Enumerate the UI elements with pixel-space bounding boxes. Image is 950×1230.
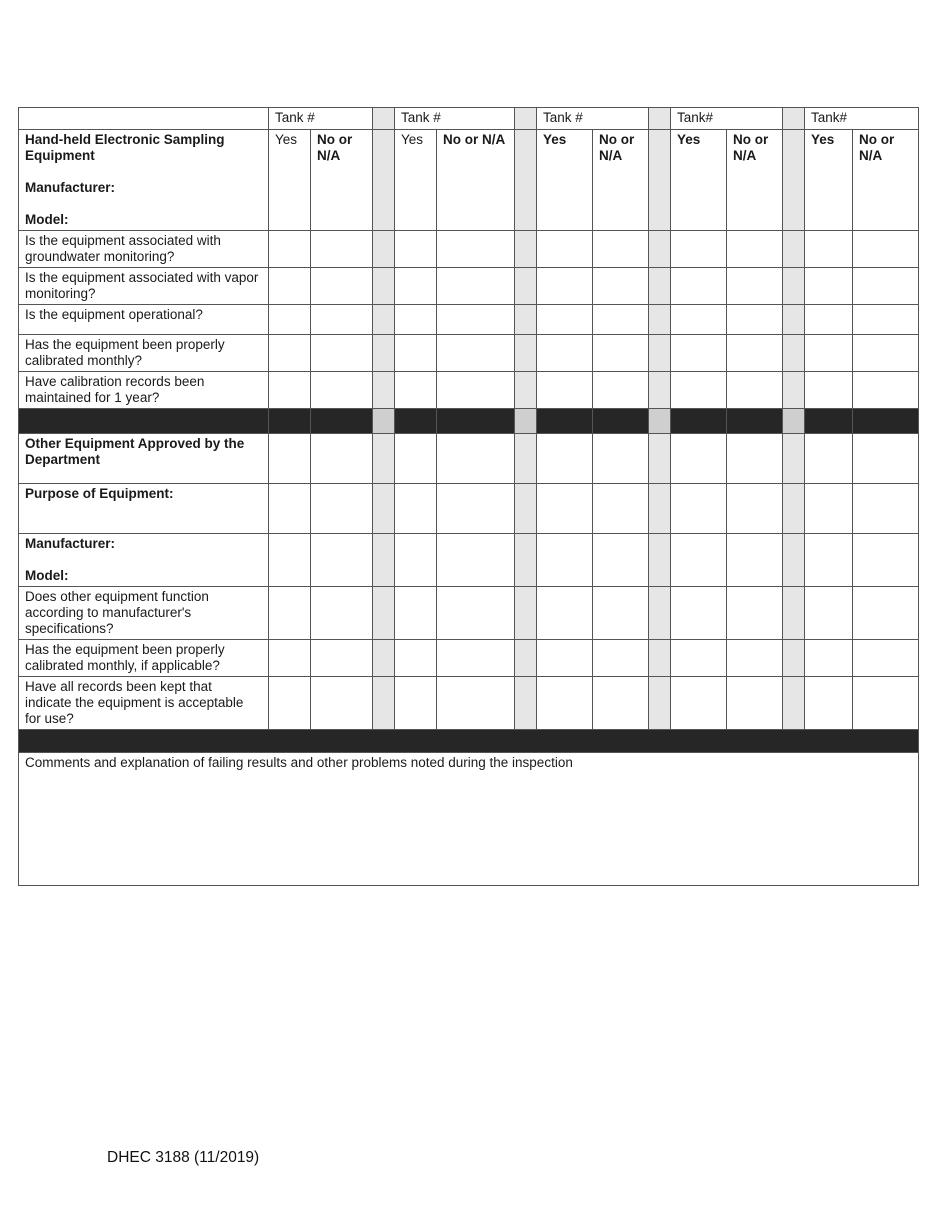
tank-4-no-cell[interactable] — [727, 434, 783, 484]
tank-3-no-cell[interactable] — [593, 372, 649, 409]
tank-2-no-cell[interactable] — [437, 434, 515, 484]
section1-question-row — [19, 231, 919, 268]
tank-4-no-cell — [727, 409, 783, 434]
tank-1-yes-cell[interactable] — [269, 534, 311, 587]
tank-1-no-cell[interactable] — [311, 484, 373, 534]
column-separator — [515, 268, 537, 305]
tank-1-yes-cell[interactable] — [269, 677, 311, 730]
question-text: Has the equipment been properly calibrated monthly? — [19, 335, 269, 372]
no-column-header: No or N/A — [593, 130, 649, 231]
tank-5-yes-cell[interactable] — [805, 677, 853, 730]
section2-purpose-row — [19, 484, 919, 534]
inspection-form-table — [18, 107, 919, 886]
tank-4-yes-cell — [671, 409, 727, 434]
tank-4-yes-cell[interactable] — [671, 268, 727, 305]
tank-5-no-cell[interactable] — [853, 677, 919, 730]
tank-5-no-cell[interactable] — [853, 335, 919, 372]
tank-5-yes-cell[interactable] — [805, 587, 853, 640]
column-separator — [373, 305, 395, 335]
tank-5-yes-cell[interactable] — [805, 268, 853, 305]
tank-4-no-cell[interactable] — [727, 231, 783, 268]
tank-number-header: Tank# — [671, 108, 783, 130]
yes-column-header: Yes — [537, 130, 593, 231]
section1-question-row — [19, 335, 919, 372]
tank-5-no-cell[interactable] — [853, 268, 919, 305]
tank-number-header: Tank # — [269, 108, 373, 130]
tank-2-no-cell[interactable] — [437, 335, 515, 372]
tank-1-no-cell[interactable] — [311, 335, 373, 372]
tank-3-yes-cell[interactable] — [537, 434, 593, 484]
no-column-header: No or N/A — [727, 130, 783, 231]
tank-1-no-cell[interactable] — [311, 231, 373, 268]
section1-title: Hand-held Electronic Sampling Equipment — [25, 132, 225, 163]
tank-1-yes-cell[interactable] — [269, 484, 311, 534]
column-separator — [515, 130, 537, 231]
tank-4-yes-cell[interactable] — [671, 534, 727, 587]
column-separator — [515, 108, 537, 130]
section1-question-row — [19, 372, 919, 409]
tank-5-no-cell[interactable] — [853, 484, 919, 534]
column-separator — [515, 677, 537, 730]
form-number: DHEC 3188 (11/2019) — [107, 1149, 260, 1166]
column-separator — [649, 108, 671, 130]
section2-question-row — [19, 677, 919, 730]
tank-5-no-cell[interactable] — [853, 640, 919, 677]
column-separator — [515, 640, 537, 677]
question-text: Other Equipment Approved by the Department — [19, 434, 269, 484]
tank-5-yes-cell — [805, 409, 853, 434]
tank-5-yes-cell[interactable] — [805, 335, 853, 372]
tank-2-no-cell[interactable] — [437, 484, 515, 534]
column-separator — [649, 409, 671, 434]
dark-divider-row — [19, 409, 919, 434]
column-separator — [649, 677, 671, 730]
tank-1-no-cell — [311, 409, 373, 434]
tank-4-yes-cell[interactable] — [671, 231, 727, 268]
tank-3-no-cell[interactable] — [593, 484, 649, 534]
column-separator — [373, 434, 395, 484]
column-separator — [373, 335, 395, 372]
tank-5-no-cell[interactable] — [853, 587, 919, 640]
tank-4-yes-cell[interactable] — [671, 434, 727, 484]
tank-2-yes-cell[interactable] — [395, 268, 437, 305]
tank-3-yes-cell[interactable] — [537, 231, 593, 268]
tank-2-yes-cell[interactable] — [395, 305, 437, 335]
tank-3-no-cell[interactable] — [593, 305, 649, 335]
tank-2-yes-cell[interactable] — [395, 372, 437, 409]
tank-3-no-cell[interactable] — [593, 231, 649, 268]
column-separator — [783, 305, 805, 335]
section1-title-cell — [19, 130, 269, 231]
tank-2-yes-cell[interactable] — [395, 484, 437, 534]
section2-question-row — [19, 587, 919, 640]
section2-title-row — [19, 434, 919, 484]
tank-4-no-cell[interactable] — [727, 587, 783, 640]
tank-4-yes-cell[interactable] — [671, 335, 727, 372]
tank-1-no-cell[interactable] — [311, 587, 373, 640]
column-separator — [649, 484, 671, 534]
tank-1-no-cell[interactable] — [311, 372, 373, 409]
tank-3-no-cell[interactable] — [593, 587, 649, 640]
tank-2-yes-cell[interactable] — [395, 434, 437, 484]
tank-5-yes-cell[interactable] — [805, 534, 853, 587]
tank-3-yes-cell[interactable] — [537, 640, 593, 677]
column-separator — [373, 130, 395, 231]
column-separator — [783, 372, 805, 409]
tank-2-no-cell[interactable] — [437, 372, 515, 409]
tank-2-no-cell[interactable] — [437, 677, 515, 730]
column-separator — [515, 534, 537, 587]
tank-1-yes-cell[interactable] — [269, 587, 311, 640]
column-separator — [373, 372, 395, 409]
tank-1-no-cell[interactable] — [311, 268, 373, 305]
column-separator — [649, 130, 671, 231]
tank-4-yes-cell[interactable] — [671, 677, 727, 730]
comments-field[interactable] — [19, 753, 919, 886]
column-separator — [515, 335, 537, 372]
column-separator — [649, 305, 671, 335]
tank-4-yes-cell[interactable] — [671, 305, 727, 335]
tank-3-yes-cell[interactable] — [537, 484, 593, 534]
tank-2-no-cell[interactable] — [437, 640, 515, 677]
tank-2-yes-cell[interactable] — [395, 231, 437, 268]
tank-1-yes-cell[interactable] — [269, 640, 311, 677]
yes-column-header: Yes — [269, 130, 311, 231]
column-separator — [783, 640, 805, 677]
divider-cell — [19, 409, 269, 434]
column-separator — [373, 231, 395, 268]
tank-5-no-cell[interactable] — [853, 372, 919, 409]
tank-2-no-cell[interactable] — [437, 587, 515, 640]
column-separator — [515, 231, 537, 268]
tank-4-no-cell[interactable] — [727, 484, 783, 534]
tank-5-yes-cell[interactable] — [805, 231, 853, 268]
tank-4-no-cell[interactable] — [727, 305, 783, 335]
tank-3-yes-cell[interactable] — [537, 534, 593, 587]
column-separator — [515, 484, 537, 534]
tank-4-yes-cell[interactable] — [671, 484, 727, 534]
question-text: Purpose of Equipment: — [19, 484, 269, 534]
question-text: Has the equipment been properly calibrated monthly, if applicable? — [19, 640, 269, 677]
tank-3-yes-cell[interactable] — [537, 268, 593, 305]
question-text: Have all records been kept that indicate the equipment is acceptable for use? — [19, 677, 269, 730]
column-separator — [649, 335, 671, 372]
question-text: Is the equipment associated with groundwater monitoring? — [19, 231, 269, 268]
tank-2-yes-cell[interactable] — [395, 677, 437, 730]
tank-1-yes-cell[interactable] — [269, 434, 311, 484]
column-separator — [649, 434, 671, 484]
tank-2-yes-cell[interactable] — [395, 335, 437, 372]
question-text: Is the equipment operational? — [19, 305, 269, 335]
column-separator — [783, 677, 805, 730]
tank-3-yes-cell[interactable] — [537, 677, 593, 730]
column-separator — [515, 587, 537, 640]
tank-4-no-cell[interactable] — [727, 335, 783, 372]
tank-4-yes-cell[interactable] — [671, 372, 727, 409]
column-separator — [783, 409, 805, 434]
tank-4-yes-cell[interactable] — [671, 640, 727, 677]
tank-1-no-cell[interactable] — [311, 534, 373, 587]
tank-5-no-cell[interactable] — [853, 434, 919, 484]
column-separator — [373, 409, 395, 434]
tank-2-no-cell[interactable] — [437, 305, 515, 335]
tank-2-yes-cell[interactable] — [395, 534, 437, 587]
tank-3-no-cell[interactable] — [593, 335, 649, 372]
column-separator — [649, 231, 671, 268]
tank-1-yes-cell[interactable] — [269, 372, 311, 409]
tank-1-no-cell[interactable] — [311, 305, 373, 335]
column-separator — [649, 534, 671, 587]
column-separator — [783, 130, 805, 231]
tank-number-header: Tank # — [537, 108, 649, 130]
tank-5-yes-cell[interactable] — [805, 640, 853, 677]
tank-4-yes-cell[interactable] — [671, 587, 727, 640]
column-separator — [373, 484, 395, 534]
tank-number-header: Tank # — [395, 108, 515, 130]
tank-1-yes-cell — [269, 409, 311, 434]
column-separator — [649, 268, 671, 305]
tank-4-no-cell[interactable] — [727, 534, 783, 587]
tank-3-yes-cell[interactable] — [537, 372, 593, 409]
column-separator — [783, 484, 805, 534]
tank-3-no-cell[interactable] — [593, 268, 649, 305]
column-separator — [373, 677, 395, 730]
column-separator — [373, 534, 395, 587]
tank-2-yes-cell[interactable] — [395, 640, 437, 677]
tank-4-no-cell[interactable] — [727, 677, 783, 730]
tank-1-yes-cell[interactable] — [269, 231, 311, 268]
tank-1-no-cell[interactable] — [311, 434, 373, 484]
tank-5-yes-cell[interactable] — [805, 305, 853, 335]
question-text: Does other equipment function according to manufacturer's specifications? — [19, 587, 269, 640]
tank-3-no-cell[interactable] — [593, 434, 649, 484]
column-separator — [649, 640, 671, 677]
column-separator — [515, 305, 537, 335]
model-label: Model: — [25, 568, 69, 583]
column-separator — [783, 231, 805, 268]
tank-3-no-cell[interactable] — [593, 677, 649, 730]
column-separator — [783, 434, 805, 484]
tank-4-no-cell[interactable] — [727, 268, 783, 305]
tank-5-no-cell[interactable] — [853, 534, 919, 587]
section2-manufacturer-row — [19, 534, 919, 587]
column-separator — [783, 335, 805, 372]
manufacturer-label: Manufacturer: — [25, 536, 116, 551]
column-separator — [515, 372, 537, 409]
section1-question-row — [19, 268, 919, 305]
column-separator — [783, 108, 805, 130]
column-separator — [373, 587, 395, 640]
column-separator — [373, 640, 395, 677]
tank-header-row — [19, 108, 919, 130]
tank-2-no-cell — [437, 409, 515, 434]
column-separator — [783, 268, 805, 305]
tank-1-yes-cell[interactable] — [269, 305, 311, 335]
column-separator — [649, 587, 671, 640]
tank-1-no-cell[interactable] — [311, 640, 373, 677]
tank-5-yes-cell[interactable] — [805, 372, 853, 409]
tank-5-no-cell — [853, 409, 919, 434]
section2-question-row — [19, 640, 919, 677]
column-separator — [515, 434, 537, 484]
yes-column-header: Yes — [805, 130, 853, 231]
manufacturer-label: Manufacturer: — [25, 180, 116, 195]
no-column-header: No or N/A — [437, 130, 515, 231]
tank-2-yes-cell — [395, 409, 437, 434]
tank-1-no-cell[interactable] — [311, 677, 373, 730]
column-separator — [515, 409, 537, 434]
tank-3-no-cell[interactable] — [593, 534, 649, 587]
tank-3-no-cell — [593, 409, 649, 434]
tank-4-no-cell[interactable] — [727, 372, 783, 409]
tank-3-yes-cell[interactable] — [537, 305, 593, 335]
question-text: Have calibration records been maintained for 1 year? — [19, 372, 269, 409]
tank-number-header: Tank# — [805, 108, 919, 130]
tank-3-yes-cell[interactable] — [537, 587, 593, 640]
column-separator — [783, 534, 805, 587]
column-separator — [373, 108, 395, 130]
tank-4-no-cell[interactable] — [727, 640, 783, 677]
tank-3-yes-cell — [537, 409, 593, 434]
comments-row — [19, 753, 919, 886]
dark-divider-row — [19, 730, 919, 753]
tank-5-no-cell[interactable] — [853, 231, 919, 268]
model-label: Model: — [25, 212, 69, 227]
tank-5-no-cell[interactable] — [853, 305, 919, 335]
tank-5-yes-cell[interactable] — [805, 484, 853, 534]
tank-3-no-cell[interactable] — [593, 640, 649, 677]
tank-1-yes-cell[interactable] — [269, 268, 311, 305]
question-text: Is the equipment associated with vapor monitoring? — [19, 268, 269, 305]
tank-3-yes-cell[interactable] — [537, 335, 593, 372]
tank-2-no-cell[interactable] — [437, 231, 515, 268]
blank-header-cell — [19, 108, 269, 130]
no-column-header: No or N/A — [853, 130, 919, 231]
manufacturer-model-cell — [19, 534, 269, 587]
tank-5-yes-cell[interactable] — [805, 434, 853, 484]
comments-label: Comments and explanation of failing results and other problems noted during the inspection — [25, 755, 573, 770]
divider-cell — [19, 730, 919, 753]
column-separator — [373, 268, 395, 305]
section1-title-row — [19, 130, 919, 231]
yes-column-header: Yes — [671, 130, 727, 231]
tank-2-yes-cell[interactable] — [395, 587, 437, 640]
tank-2-no-cell[interactable] — [437, 534, 515, 587]
column-separator — [783, 587, 805, 640]
section1-question-row — [19, 305, 919, 335]
no-column-header: No or N/A — [311, 130, 373, 231]
yes-column-header: Yes — [395, 130, 437, 231]
column-separator — [649, 372, 671, 409]
tank-1-yes-cell[interactable] — [269, 335, 311, 372]
tank-2-no-cell[interactable] — [437, 268, 515, 305]
